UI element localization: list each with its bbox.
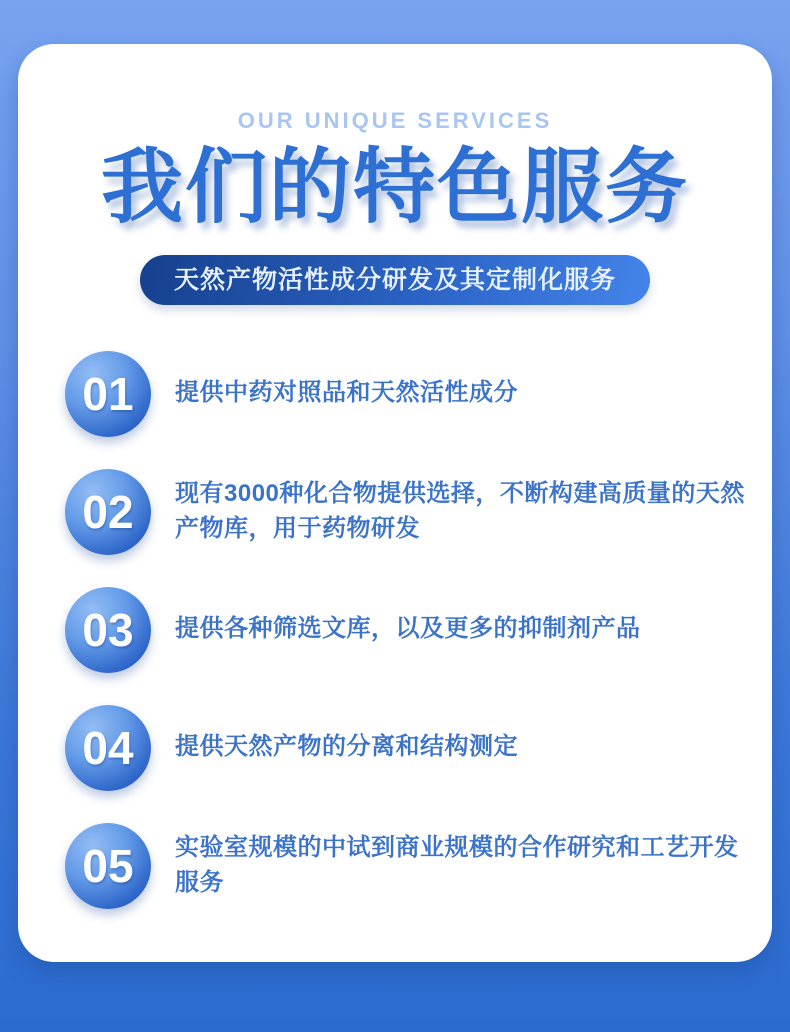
service-item (65, 587, 758, 673)
tagline-banner (140, 255, 650, 305)
service-text: 实验室规模的中试到商业规模的合作研究和工艺开发服务 (175, 833, 739, 896)
number-badge: 04 (65, 705, 151, 791)
eyebrow-text: OUR UNIQUE SERVICES (237, 108, 553, 133)
service-item (65, 705, 758, 791)
service-item (65, 469, 758, 555)
tagline-text: 天然产物活性成分研发及其定制化服务 (173, 265, 616, 294)
service-text: 提供中药对照品和天然活性成分 (175, 379, 518, 407)
number-badge: 01 (65, 351, 151, 437)
number-badge: 02 (65, 469, 151, 555)
service-text: 提供各种筛选文库，以及更多的抑制剂产品 (175, 615, 641, 643)
service-item (65, 351, 758, 437)
service-text: 现有3000种化合物提供选择，不断构建高质量的天然产物库，用于药物研发 (175, 479, 745, 542)
services-list (18, 351, 772, 909)
number-badge: 03 (65, 587, 151, 673)
page-title: 我们的特色服务 (100, 142, 689, 233)
service-text: 提供天然产物的分离和结构测定 (175, 733, 518, 761)
service-item (65, 823, 758, 909)
content-card (18, 44, 772, 962)
number-badge: 05 (65, 823, 151, 909)
